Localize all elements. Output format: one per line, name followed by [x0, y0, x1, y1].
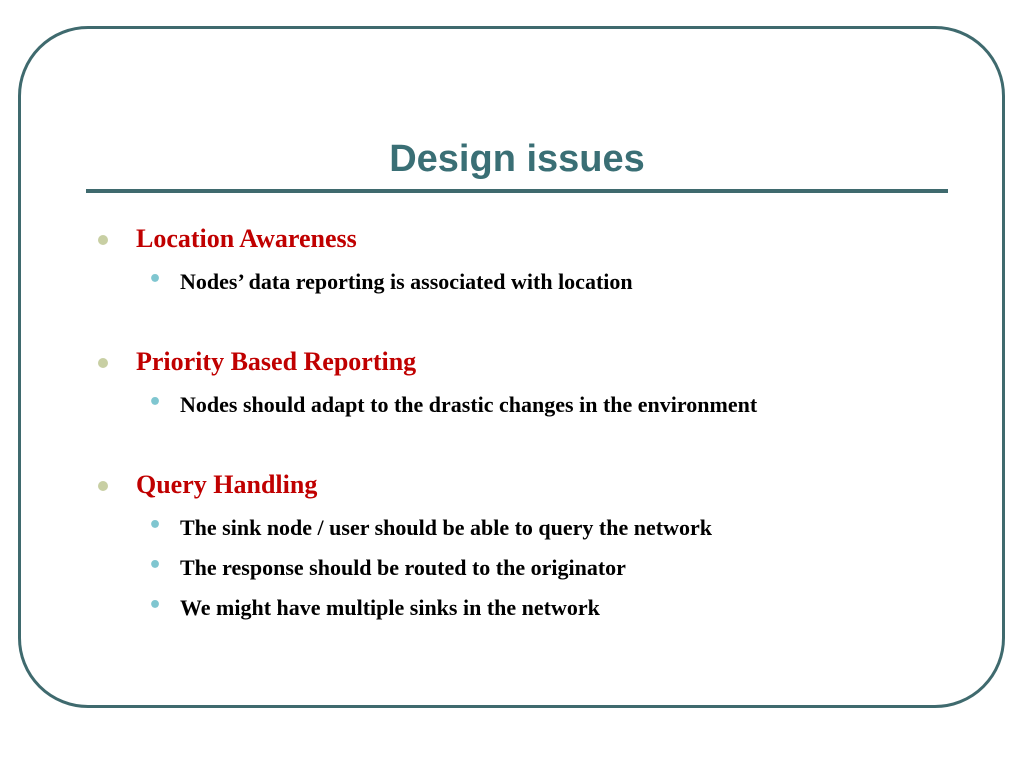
section-priority-based-reporting: [96, 345, 966, 420]
list-item: [96, 390, 966, 420]
list-item: [96, 267, 966, 297]
bullet-dot-icon: [98, 358, 108, 368]
list-item-text: Nodes should adapt to the drastic changes in the environment: [180, 392, 758, 417]
section-location-awareness: [96, 222, 966, 297]
list-item: [96, 553, 966, 583]
bullet-list: [96, 222, 966, 623]
section-heading: [96, 345, 966, 379]
section-heading-text: Location Awareness: [136, 224, 357, 253]
list-item-text: Nodes’ data reporting is associated with location: [180, 269, 633, 294]
title-underline: [86, 189, 948, 193]
list-item: [96, 593, 966, 623]
bullet-dot-icon: [98, 235, 108, 245]
list-item-text: The sink node / user should be able to query the network: [180, 515, 712, 540]
bullet-icon: •: [148, 390, 163, 415]
slide-title: Design issues: [389, 138, 645, 180]
section-heading-text: Priority Based Reporting: [136, 347, 417, 376]
section-heading: [96, 222, 966, 256]
list-item-text: The response should be routed to the originator: [180, 555, 626, 580]
list-item: [96, 513, 966, 543]
bullet-icon: •: [148, 553, 163, 578]
section-query-handling: [96, 468, 966, 623]
section-heading: [96, 468, 966, 502]
bullet-dot-icon: [98, 481, 108, 491]
section-heading-text: Query Handling: [136, 470, 318, 499]
bullet-icon: •: [148, 513, 163, 538]
bullet-icon: •: [148, 267, 163, 292]
list-item-text: We might have multiple sinks in the network: [180, 595, 600, 620]
bullet-icon: •: [148, 593, 163, 618]
